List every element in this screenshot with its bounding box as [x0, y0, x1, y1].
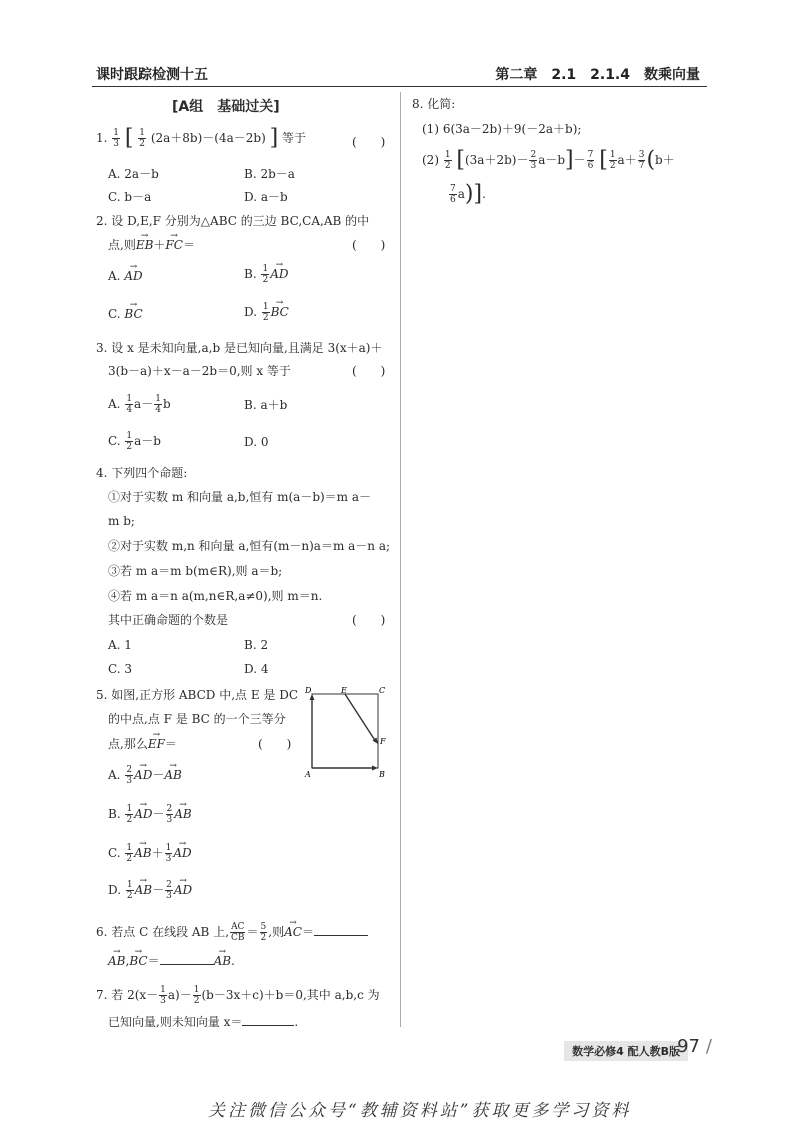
q6-line1: 6. 若点 C 在线段 AB 上, $\frac{AC}{CB}$ ＝ $\frac{5}{2}$ ,则→ AC＝ [96, 922, 368, 943]
q3-option-c: C. $\frac{1}{2}$ a－b [108, 431, 161, 452]
q5-vec-ef: → EF [148, 736, 165, 752]
q5-option-a: A. $\frac{2}{3}$ → AD－→ AB [108, 765, 182, 786]
footer-book-badge: 数学必修4 配人教B版 [564, 1041, 688, 1061]
q4-statement-3: ③若 m a＝m b(m∈R),则 a＝b; [108, 564, 283, 578]
q6-vec-ac: → AC [284, 924, 302, 940]
header-right-chapter: 第二章 2.1 2.1.4 数乘向量 [495, 67, 700, 83]
q4-statement-4: ④若 m a＝n a(m,n∈R,a≠0),则 m＝n. [108, 589, 323, 603]
q3-option-d: D. 0 [244, 435, 269, 449]
q2-option-d: D. $\frac{1}{2}$ → BC [244, 302, 289, 323]
label-D: D [305, 686, 312, 695]
q1-num: 1. [96, 131, 108, 145]
q3-line2: 3(b－a)＋x－a－2b＝0,则 x 等于 [108, 364, 291, 378]
q1-answer-paren: ( ) [352, 135, 386, 149]
q2-option-c: C. → BC [108, 306, 143, 322]
q7-line2: 已知向量,则未知向量 x＝ . [108, 1015, 299, 1029]
q4-option-a: A. 1 [108, 638, 132, 652]
column-divider [400, 92, 401, 1027]
q2-option-b: B. $\frac{1}{2}$ → AD [244, 264, 289, 285]
label-C: C [379, 686, 386, 695]
q1-option-d: D. a－b [244, 190, 288, 204]
q4-title: 4. 下列四个命题: [96, 466, 188, 480]
q5-option-c: C. $\frac{1}{2}$ → AB＋ $\frac{1}{3}$ → AD [108, 843, 192, 864]
q8-part-2: (2) $\frac{1}{2}$ [(3a＋2b)－ $\frac{2}{3}$ a－b]－ $\frac{7}{6}$ [ $\frac{1}{2}$ a＋ $\frac{3}{7}$ (b＋ [422, 147, 675, 173]
label-A: A [305, 770, 311, 779]
q4-option-d: D. 4 [244, 662, 269, 676]
q1-option-b: B. 2b－a [244, 167, 295, 181]
q1-frac-third: $\frac{1}{3}$ [113, 128, 120, 149]
label-B: B [379, 770, 385, 779]
q6-blank-1[interactable] [314, 935, 368, 936]
q6-blank-2[interactable] [160, 964, 214, 965]
q8-part-1: (1) 6(3a－2b)＋9(－2a＋b); [422, 122, 582, 136]
q1-suffix: 等于 [282, 131, 307, 145]
q1-option-c: C. b－a [108, 190, 152, 204]
q6-line2: → AB,→ BC＝→ AB. [108, 953, 235, 969]
question-1: 1. $\frac{1}{3}$ [ $\frac{1}{2}$ (2a＋8b)－(4a－2b) ] 等于 [96, 125, 307, 151]
q7-blank[interactable] [242, 1025, 294, 1026]
q2-vec-eb: → EB [136, 237, 154, 253]
q3-option-a: A. $\frac{1}{4}$ a－ $\frac{1}{4}$ b [108, 394, 171, 415]
q4-statement-2: ②对于实数 m,n 和向量 a,恒有(m－n)a＝m a－n a; [108, 539, 391, 553]
label-F: F [380, 737, 386, 746]
handwritten-note: 关注微信公众号“教辅资料站”获取更多学习资料 [208, 1101, 632, 1121]
q4-answer-paren: ( ) [352, 613, 386, 627]
q8-title: 8. 化简: [412, 97, 456, 111]
label-E: E [341, 686, 347, 695]
q4-statement-1b: m b; [108, 514, 135, 528]
q4-statement-1a: ①对于实数 m 和向量 a,b,恒有 m(a－b)＝m a－ [108, 490, 372, 504]
q3-answer-paren: ( ) [352, 364, 386, 378]
q2-vec-fc: → FC [165, 237, 183, 253]
square-figure [300, 684, 400, 780]
q4-option-c: C. 3 [108, 662, 133, 676]
q1-frac-half: $\frac{1}{2}$ [139, 128, 145, 149]
q1-option-a: A. 2a－b [108, 167, 159, 181]
q2-line2: 点,则→ EB＋→ FC＝ [108, 237, 195, 253]
q3-line1: 3. 设 x 是未知向量,a,b 是已知向量,且满足 3(x＋a)＋ [96, 341, 383, 355]
q5-line2: 的中点,点 F 是 BC 的一个三等分 [108, 712, 286, 726]
q3-option-b: B. a＋b [244, 398, 288, 412]
q2-option-a: A. → AD [108, 268, 143, 284]
page-number: 97 [677, 1036, 700, 1057]
q8-part-2-cont: $\frac{7}{6}$ a)]. [450, 181, 486, 207]
q7-line1: 7. 若 2(x－ $\frac{1}{3}$ a)－ $\frac{1}{2}$ (b－3x＋c)＋b＝0,其中 a,b,c 为 [96, 985, 380, 1006]
q2-answer-paren: ( ) [352, 238, 386, 252]
q1-expression: (2a＋8b)－(4a－2b) [150, 131, 266, 145]
q5-answer-paren: ( ) [258, 737, 292, 751]
header-rule [92, 86, 707, 87]
page-slash: / [705, 1036, 712, 1057]
q4-ask: 其中正确命题的个数是 [108, 613, 229, 627]
q2-line1: 2. 设 D,E,F 分别为△ABC 的三边 BC,CA,AB 的中 [96, 214, 370, 228]
arrowhead-ab [372, 766, 378, 771]
q4-option-b: B. 2 [244, 638, 269, 652]
q5-option-d: D. $\frac{1}{2}$ → AB－ $\frac{2}{3}$ → AD [108, 880, 192, 901]
q5-option-b: B. $\frac{1}{2}$ → AD－ $\frac{2}{3}$ → AB [108, 804, 192, 825]
group-title: [A组 基础过关] [172, 99, 280, 115]
q5-line1: 5. 如图,正方形 ABCD 中,点 E 是 DC [96, 688, 299, 702]
arrow-ef [345, 694, 376, 742]
header-left-title: 课时跟踪检测十五 [96, 67, 208, 83]
q5-line3: 点,那么→ EF＝ [108, 736, 177, 752]
